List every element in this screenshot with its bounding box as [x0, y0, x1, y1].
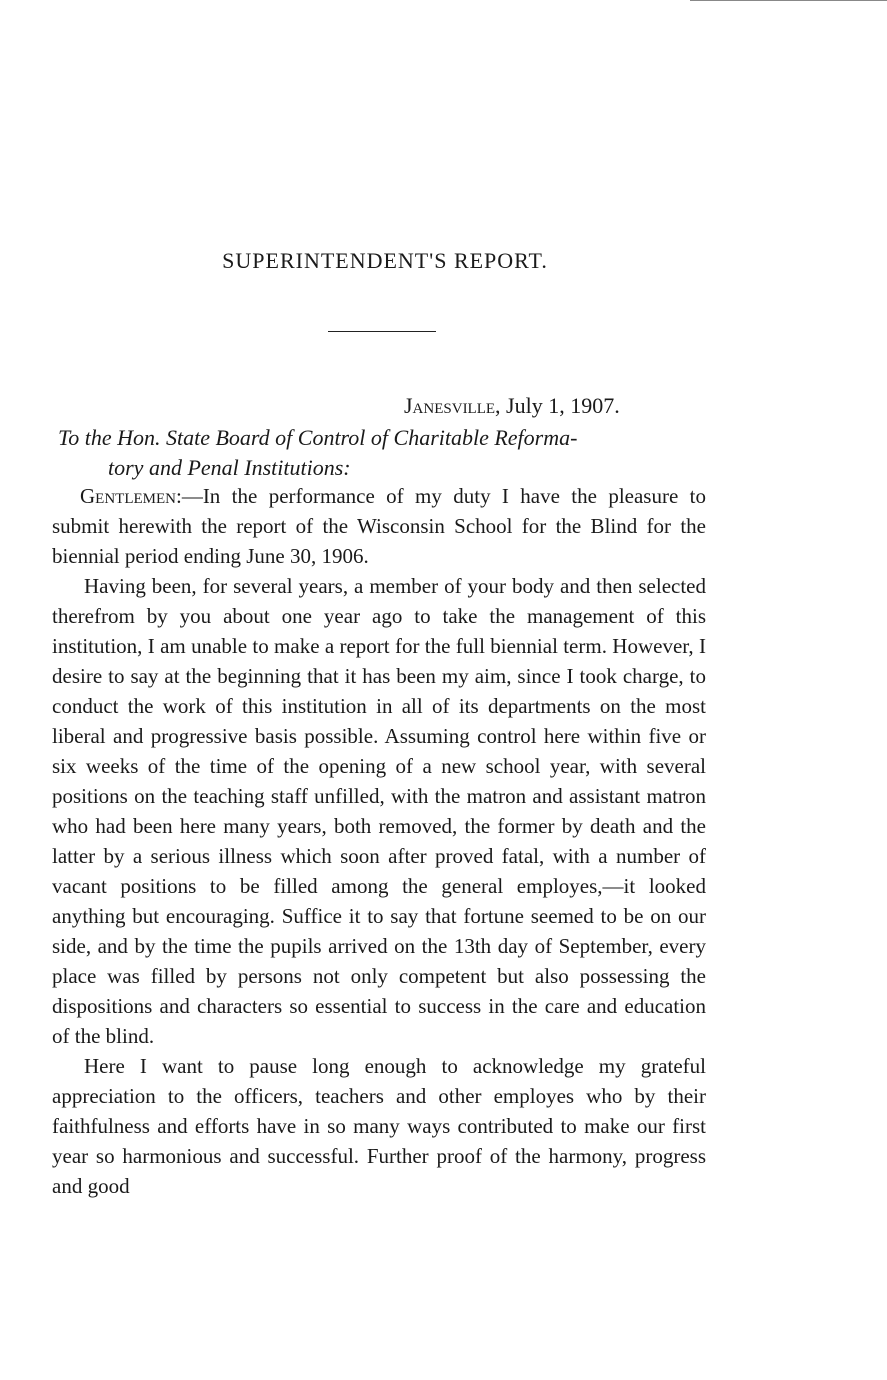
heading-rule — [328, 331, 436, 332]
paragraph-3: Here I want to pause long enough to acknowledge my grateful appreciation to the officers, teachers and other employes who by their faithfulness and efforts have in so many ways contributed to make our first year so harmonious and successful. Further proof of the harmony, progress and good — [52, 1054, 706, 1198]
dateline-place: Janesville, — [404, 393, 501, 418]
paragraph-2: Having been, for several years, a member of your body and then selected therefrom by you about one year ago to take the management of this institution, I am unable to make a report for the full biennial term. However, I desire to say at the beginning that it has been my aim, since I took charge, to conduct the work of this institution in all of its departments on the most liberal and progressive basis possible. Assuming control here within five or six weeks of the time of the opening of a new school year, with several positions on the teaching staff unfilled, with the matron and assistant matron who had been here many years, both removed, the former by death and the latter by a serious illness which soon after proved fatal, with a number of vacant positions to be filled among the general employes,—it looked anything but encouraging. Suffice it to say that fortune seemed to be on our side, and by the time the pupils arrived on the 13th day of September, every place was filled by persons not only competent but also possessing the dispositions and characters so essential to success in the care and education of the blind. — [52, 574, 706, 1048]
page-edge-line — [690, 0, 887, 1]
greeting: Gentlemen — [80, 484, 176, 508]
dateline-date: July 1, 1907. — [506, 393, 620, 418]
paragraph-1-text: :—In the performance of my duty I have the pleasure to submit herewith the report of the Wisconsin School for the Blind for the biennial period ending June 30, 1906. — [52, 484, 706, 568]
salutation — [58, 423, 708, 483]
report-heading: SUPERINTENDENT'S REPORT. — [222, 248, 548, 273]
salutation-line-2: tory and Penal Institutions: — [108, 455, 351, 480]
dateline — [404, 393, 620, 419]
body-text — [52, 481, 706, 1201]
salutation-line-1: To the Hon. State Board of Control of Charitable Reforma- — [58, 425, 578, 450]
paragraph-1 — [52, 481, 706, 571]
